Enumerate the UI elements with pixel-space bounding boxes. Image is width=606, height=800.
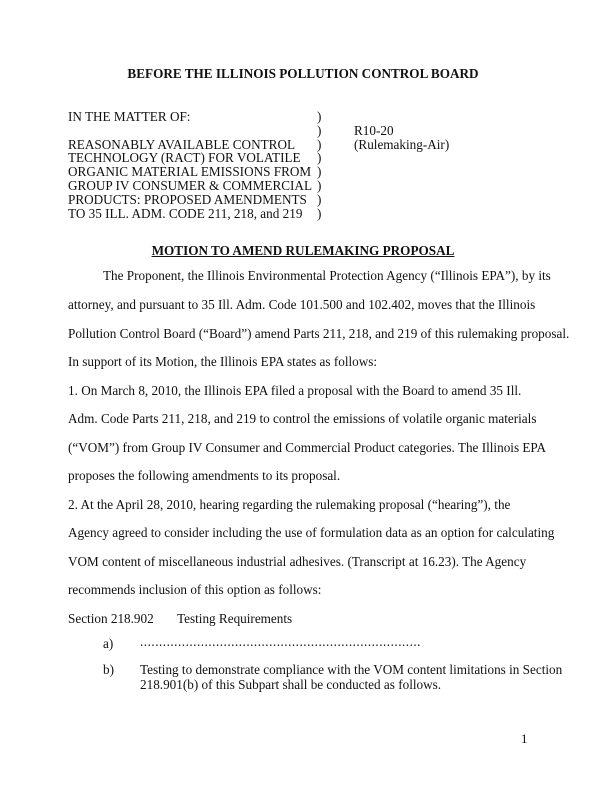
section-number: Section 218.902 bbox=[68, 611, 154, 626]
paren-mark: ) bbox=[317, 164, 322, 180]
case-caption bbox=[68, 110, 312, 220]
paren-mark: ) bbox=[317, 122, 322, 138]
intro-line: Pollution Control Board (“Board”) amend Parts 211, 218, and 219 of this rulemaking proposal. bbox=[68, 326, 570, 341]
caption-line: ORGANIC MATERIAL EMISSIONS FROM bbox=[68, 164, 312, 180]
paragraph-1-line: (“VOM”) from Group IV Consumer and Commercial Product categories. The Illinois EPA bbox=[68, 440, 547, 455]
item-letter: a) bbox=[103, 636, 114, 651]
caption-line: PRODUCTS: PROPOSED AMENDMENTS bbox=[68, 191, 307, 207]
caption-line: REASONABLY AVAILABLE CONTROL bbox=[68, 136, 296, 152]
section-label: Testing Requirements bbox=[177, 611, 293, 626]
board-title: BEFORE THE ILLINOIS POLLUTION CONTROL BOARD bbox=[127, 66, 479, 81]
item-text-line: Testing to demonstrate compliance with the VOM content limitations in Section bbox=[140, 662, 563, 677]
caption-line bbox=[68, 124, 312, 138]
paragraph-2-line: Agency agreed to consider including the use of formulation data as an option for calculating bbox=[68, 525, 555, 540]
caption-line: TECHNOLOGY (RACT) FOR VOLATILE bbox=[68, 150, 301, 166]
caption-line: IN THE MATTER OF: bbox=[68, 109, 191, 124]
docket-number: R10-20 bbox=[354, 123, 394, 138]
item-text-line: 218.901(b) of this Subpart shall be conducted as follows. bbox=[140, 677, 442, 692]
caption-parentheses bbox=[317, 110, 321, 220]
paren-mark: ) bbox=[317, 109, 322, 124]
paragraph-1-line: Adm. Code Parts 211, 218, and 219 to control the emissions of volatile organic materials bbox=[68, 411, 537, 426]
paren-mark: ) bbox=[317, 150, 322, 166]
intro-line: attorney, and pursuant to 35 Ill. Adm. Code 101.500 and 102.402, moves that the Illinois bbox=[68, 297, 536, 312]
intro-line: The Proponent, the Illinois Environmental Protection Agency (“Illinois EPA”), by its bbox=[103, 268, 551, 283]
intro-line: In support of its Motion, the Illinois EPA states as follows: bbox=[68, 354, 378, 369]
paragraph-1-line: proposes the following amendments to its proposal. bbox=[68, 468, 341, 483]
paren-mark: ) bbox=[317, 191, 322, 207]
caption-line: TO 35 ILL. ADM. CODE 211, 218, and 219 bbox=[68, 205, 303, 221]
paragraph-1-line: 1. On March 8, 2010, the Illinois EPA filed a proposal with the Board to amend 35 Ill. bbox=[68, 383, 522, 398]
paren-mark: ) bbox=[317, 205, 322, 221]
page-number: 1 bbox=[521, 731, 528, 746]
paragraph-2-line: VOM content of miscellaneous industrial adhesives. (Transcript at 16.23). The Agency bbox=[68, 554, 527, 569]
paren-mark: ) bbox=[317, 177, 322, 193]
docket-info bbox=[354, 124, 449, 152]
item-letter: b) bbox=[103, 662, 114, 677]
caption-line: GROUP IV CONSUMER & COMMERCIAL bbox=[68, 177, 313, 193]
paragraph-2-line: 2. At the April 28, 2010, hearing regarding the rulemaking proposal (“hearing”), the bbox=[68, 497, 511, 512]
motion-title: MOTION TO AMEND RULEMAKING PROPOSAL bbox=[151, 243, 455, 258]
paragraph-2-line: recommends inclusion of this option as follows: bbox=[68, 582, 322, 597]
docket-type: (Rulemaking-Air) bbox=[354, 136, 450, 152]
elided-text: .......................................................................... bbox=[140, 634, 421, 649]
paren-mark: ) bbox=[317, 136, 322, 152]
